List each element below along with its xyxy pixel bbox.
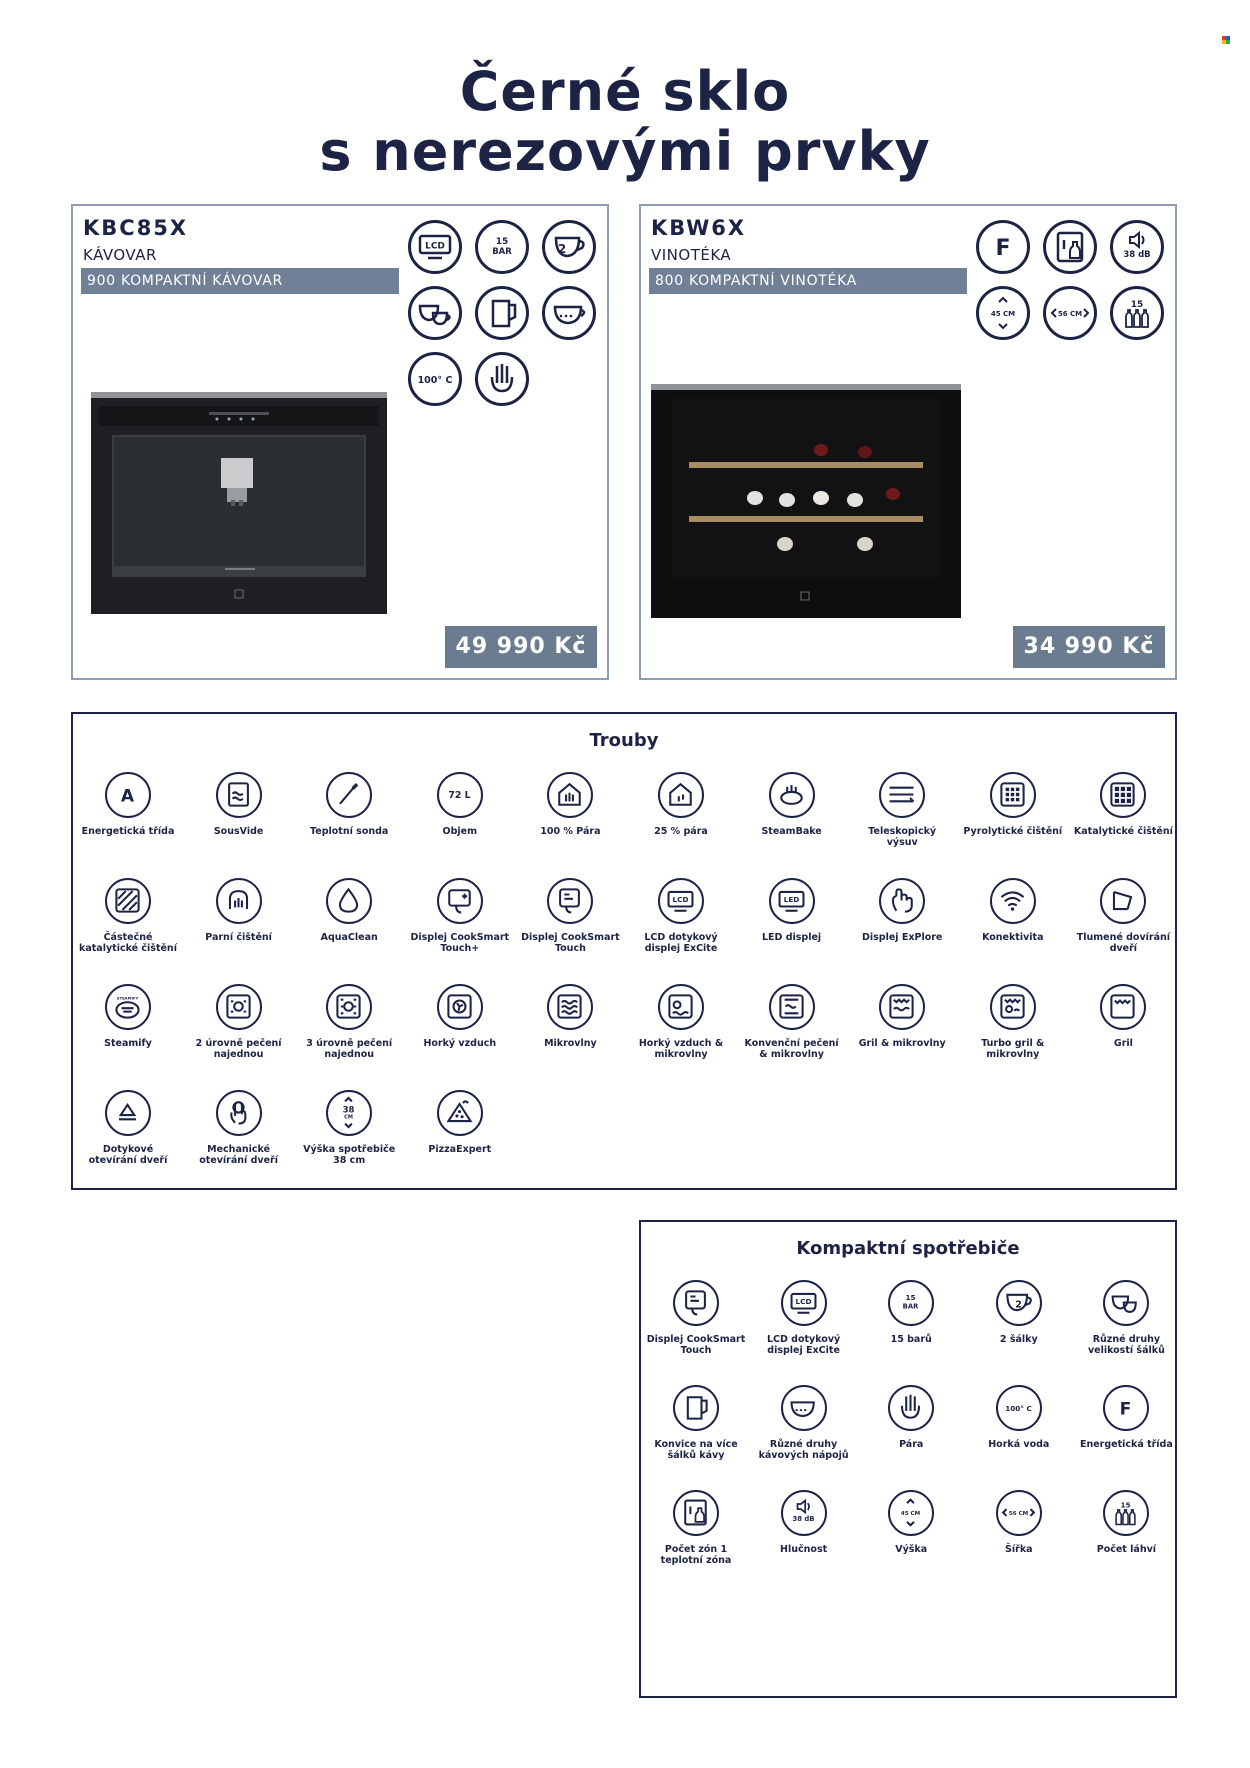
volume-72l-icon (437, 772, 483, 818)
mechanical-door-icon (216, 1090, 262, 1136)
price-tag: 49 990 Kč (445, 626, 597, 668)
legend-item (861, 1280, 961, 1346)
legend-item (78, 772, 178, 838)
probe-icon (326, 772, 372, 818)
lcd-icon (408, 220, 462, 274)
legend-item (78, 984, 178, 1050)
legend-item (861, 1490, 961, 1556)
legend-item-label: SteamBake (761, 826, 822, 837)
legend-item (520, 984, 620, 1050)
legend-item (78, 1090, 178, 1166)
wine-cooler-image (651, 384, 961, 618)
product-card-kbw6x (639, 204, 1177, 680)
cooksmart-touch-plus-icon (437, 878, 483, 924)
touch-door-icon (105, 1090, 151, 1136)
legend-item (299, 1090, 399, 1166)
legend-item (1076, 1280, 1176, 1356)
legend-item-label: Turbo gril & mikrovlny (981, 1038, 1045, 1060)
milk-jug-icon (673, 1385, 719, 1431)
svg-text:LED: LED (783, 895, 799, 905)
legend-item (1076, 1490, 1176, 1556)
legend-item-label: Displej ExPlore (862, 932, 943, 943)
two-cups-icon (542, 220, 596, 274)
legend-item-label: Konvenční pečení & mikrovlny (744, 1038, 839, 1060)
legend-item-label: 3 úrovně pečení najednou (306, 1038, 393, 1060)
width-56cm-icon (996, 1490, 1042, 1536)
legend-item (646, 1490, 746, 1566)
legend-item-label: Počet láhví (1096, 1544, 1157, 1555)
legend-item (754, 1490, 854, 1556)
legend-item (852, 878, 952, 944)
legend-item (189, 1090, 289, 1166)
svg-text:38 dB: 38 dB (1123, 250, 1151, 260)
svg-text:56 CM: 56 CM (1057, 310, 1083, 318)
noise-38db-icon (781, 1490, 827, 1536)
svg-text:2: 2 (557, 242, 567, 256)
lcd-excite-icon (781, 1280, 827, 1326)
legend-item (861, 1385, 961, 1451)
sousvide-icon (216, 772, 262, 818)
legend-item (852, 772, 952, 848)
legend-item (631, 984, 731, 1060)
svg-text:LCD: LCD (425, 241, 445, 252)
cooksmart-touch-icon (547, 878, 593, 924)
legend-item (520, 772, 620, 838)
legend-item (299, 984, 399, 1060)
legend-item-label: 15 barů (890, 1334, 932, 1345)
svg-text:15: 15 (905, 1292, 916, 1302)
hot-air-icon (437, 984, 483, 1030)
legend-item-label: 100 % Pára (540, 826, 601, 837)
legend-item (1073, 878, 1173, 954)
legend-item (78, 878, 178, 954)
soft-close-icon (1100, 878, 1146, 924)
svg-text:15: 15 (495, 237, 509, 247)
svg-text:BAR: BAR (902, 1302, 919, 1311)
steam-clean-icon (216, 878, 262, 924)
legend-item (189, 772, 289, 838)
legend-item (742, 878, 842, 944)
product-series-bar: 800 KOMPAKTNÍ VINOTÉKA (649, 268, 967, 294)
two-level-icon (216, 984, 262, 1030)
three-level-icon (326, 984, 372, 1030)
legend-item (410, 1090, 510, 1156)
steam-100-icon (547, 772, 593, 818)
legend-item (969, 1385, 1069, 1451)
grill-microwave-icon (879, 984, 925, 1030)
legend-item (631, 878, 731, 954)
legend-item-label: Parní čištění (205, 932, 272, 943)
svg-text:45 CM: 45 CM (901, 1511, 921, 1518)
height-45cm-icon (976, 286, 1030, 340)
hot-air-microwave-icon (658, 984, 704, 1030)
svg-text:100° C: 100° C (1004, 1403, 1032, 1413)
catalytic-icon (1100, 772, 1146, 818)
svg-text:2: 2 (1015, 1299, 1022, 1311)
legend-item-label: 2 šálky (999, 1334, 1038, 1345)
product-kind: VINOTÉKA (651, 246, 732, 264)
grill-icon (1100, 984, 1146, 1030)
legend-item-label: Výška spotřebiče 38 cm (303, 1144, 396, 1166)
microwave-icon (547, 984, 593, 1030)
coffee-drinks-icon (542, 286, 596, 340)
product-code: KBW6X (651, 216, 747, 240)
legend-item (754, 1385, 854, 1461)
legend-item-label: Horká voda (988, 1439, 1050, 1450)
legend-item (410, 984, 510, 1050)
led-display-icon (769, 878, 815, 924)
legend-item (299, 878, 399, 944)
legend-item-label: Steamify (104, 1038, 152, 1049)
svg-text:100° C: 100° C (417, 375, 453, 386)
legend-item (410, 772, 510, 838)
legend-item-label: Displej CookSmart Touch+ (410, 932, 510, 954)
steambake-icon (769, 772, 815, 818)
svg-text:LCD: LCD (672, 895, 689, 905)
legend-item-label: Mikrovlny (544, 1038, 597, 1049)
steam-25-icon (658, 772, 704, 818)
legend-item-label: PizzaExpert (428, 1144, 492, 1155)
height-45cm-icon (888, 1490, 934, 1536)
product-kind: KÁVOVAR (83, 246, 157, 264)
bottles-15-icon (1110, 286, 1164, 340)
legend-item (742, 772, 842, 838)
legend-item-label: Teleskopický výsuv (868, 826, 937, 848)
product-series-bar: 900 KOMPAKTNÍ KÁVOVAR (81, 268, 399, 294)
partial-catalytic-icon (105, 878, 151, 924)
cup-sizes-icon (1103, 1280, 1149, 1326)
legend-item (963, 772, 1063, 838)
turbo-grill-microwave-icon (990, 984, 1036, 1030)
legend-item (646, 1280, 746, 1356)
legend-item (852, 984, 952, 1050)
legend-item-label: Objem (442, 826, 478, 837)
price-tag: 34 990 Kč (1013, 626, 1165, 668)
coffee-machine-image (91, 392, 387, 614)
page-title: Černé sklo s nerezovými prvky (319, 60, 931, 183)
legend-item-label: Hlučnost (780, 1544, 828, 1555)
compact-appliances-legend (639, 1220, 1177, 1698)
svg-text:LCD: LCD (795, 1297, 812, 1307)
telescopic-rails-icon (879, 772, 925, 818)
svg-text:F: F (995, 236, 1011, 261)
legend-item-label: Displej CookSmart Touch (646, 1334, 746, 1356)
bottles-15-icon (1103, 1490, 1149, 1536)
legend-item (410, 878, 510, 954)
legend-item-label: AquaClean (320, 932, 378, 943)
legend-item-label: Různé druhy kávových nápojů (758, 1439, 849, 1461)
legend-item (631, 772, 731, 838)
temperature-zone-icon (1043, 220, 1097, 274)
svg-text:45 CM: 45 CM (990, 310, 1016, 318)
legend-item-label: Horký vzduch & mikrovlny (638, 1038, 724, 1060)
pressure-15-bar-icon (888, 1280, 934, 1326)
legend-item (189, 984, 289, 1060)
legend-item (520, 878, 620, 954)
legend-item (969, 1280, 1069, 1346)
legend-item (754, 1280, 854, 1356)
pyrolytic-icon (990, 772, 1036, 818)
milk-jug-icon (475, 286, 529, 340)
svg-text:STEAMIFY: STEAMIFY (116, 995, 139, 1001)
legend-item-label: 2 úrovně pečení najednou (195, 1038, 282, 1060)
svg-text:F: F (1120, 1399, 1132, 1420)
cup-sizes-icon (408, 286, 462, 340)
legend-item (963, 984, 1063, 1060)
product-code: KBC85X (83, 216, 189, 240)
legend-item-label: Počet zón 1 teplotní zóna (660, 1544, 732, 1566)
legend-item-label: Katalytické čištění (1073, 826, 1173, 837)
pressure-15-bar-icon (475, 220, 529, 274)
legend-item-label: Energetická třída (81, 826, 175, 837)
height-38cm-icon (326, 1090, 372, 1136)
legend-item (189, 878, 289, 944)
legend-item-label: Různé druhy velikostí šálků (1087, 1334, 1165, 1356)
energy-class-f-icon (1103, 1385, 1149, 1431)
steam-icon (475, 352, 529, 406)
legend-item-label: Částečné katalytické čištění (79, 932, 177, 954)
two-cups-icon (996, 1280, 1042, 1326)
noise-38db-icon (1110, 220, 1164, 274)
svg-text:38 dB: 38 dB (792, 1515, 815, 1524)
product-card-kbc85x (71, 204, 609, 680)
ovens-legend (71, 712, 1177, 1190)
svg-text:72 L: 72 L (448, 789, 471, 801)
legend-item-label: Pára (899, 1439, 924, 1450)
brand-corner-mark (1222, 36, 1230, 44)
legend-item (1076, 1385, 1176, 1451)
legend-item-label: LCD dotykový displej ExCite (644, 932, 718, 954)
cooksmart-touch-icon (673, 1280, 719, 1326)
legend-item-label: Dotykové otevírání dveří (88, 1144, 168, 1166)
conventional-microwave-icon (769, 984, 815, 1030)
legend-item (299, 772, 399, 838)
temperature-zone-icon (673, 1490, 719, 1536)
explore-display-icon (879, 878, 925, 924)
legend-item (1073, 772, 1173, 838)
svg-text:15: 15 (1130, 300, 1144, 310)
svg-text:A: A (120, 786, 135, 807)
legend-item-label: SousVide (213, 826, 264, 837)
svg-text:15: 15 (1120, 1500, 1131, 1510)
legend-item-label: Displej CookSmart Touch (521, 932, 620, 954)
section-title: Trouby (589, 730, 659, 751)
legend-item-label: Gril (1113, 1038, 1133, 1049)
legend-item-label: LED displej (761, 932, 822, 943)
legend-item-label: Teplotní sonda (310, 826, 389, 837)
hot-water-icon (408, 352, 462, 406)
legend-item-label: Šířka (1005, 1544, 1033, 1555)
svg-text:CM: CM (344, 1114, 354, 1121)
legend-item (646, 1385, 746, 1461)
wifi-icon (990, 878, 1036, 924)
width-56cm-icon (1043, 286, 1097, 340)
svg-text:BAR: BAR (492, 247, 512, 257)
hot-water-icon (996, 1385, 1042, 1431)
steam-icon (888, 1385, 934, 1431)
legend-item-label: 25 % pára (654, 826, 708, 837)
legend-item-label: Konvice na více šálků kávy (654, 1439, 738, 1461)
legend-item-label: Mechanické otevírání dveří (199, 1144, 278, 1166)
energy-class-a-icon (105, 772, 151, 818)
legend-item (963, 878, 1063, 944)
legend-item (742, 984, 842, 1060)
pizza-expert-icon (437, 1090, 483, 1136)
steamify-icon (105, 984, 151, 1030)
legend-item-label: Horký vzduch (423, 1038, 497, 1049)
section-title: Kompaktní spotřebiče (796, 1238, 1020, 1259)
legend-item-label: Pyrolytické čištění (963, 826, 1063, 837)
svg-text:38: 38 (342, 1105, 355, 1116)
legend-item-label: Gril & mikrovlny (858, 1038, 946, 1049)
coffee-drinks-icon (781, 1385, 827, 1431)
legend-item-label: Výška (895, 1544, 928, 1555)
svg-text:56 CM: 56 CM (1008, 1511, 1028, 1518)
energy-class-f-icon (976, 220, 1030, 274)
legend-item (1073, 984, 1173, 1050)
legend-item-label: LCD dotykový displej ExCite (766, 1334, 841, 1356)
legend-item-label: Konektivita (982, 932, 1044, 943)
legend-item-label: Tlumené dovírání dveří (1076, 932, 1171, 954)
legend-item-label: Energetická třída (1079, 1439, 1173, 1450)
aquaclean-icon (326, 878, 372, 924)
legend-item (969, 1490, 1069, 1556)
lcd-excite-icon (658, 878, 704, 924)
